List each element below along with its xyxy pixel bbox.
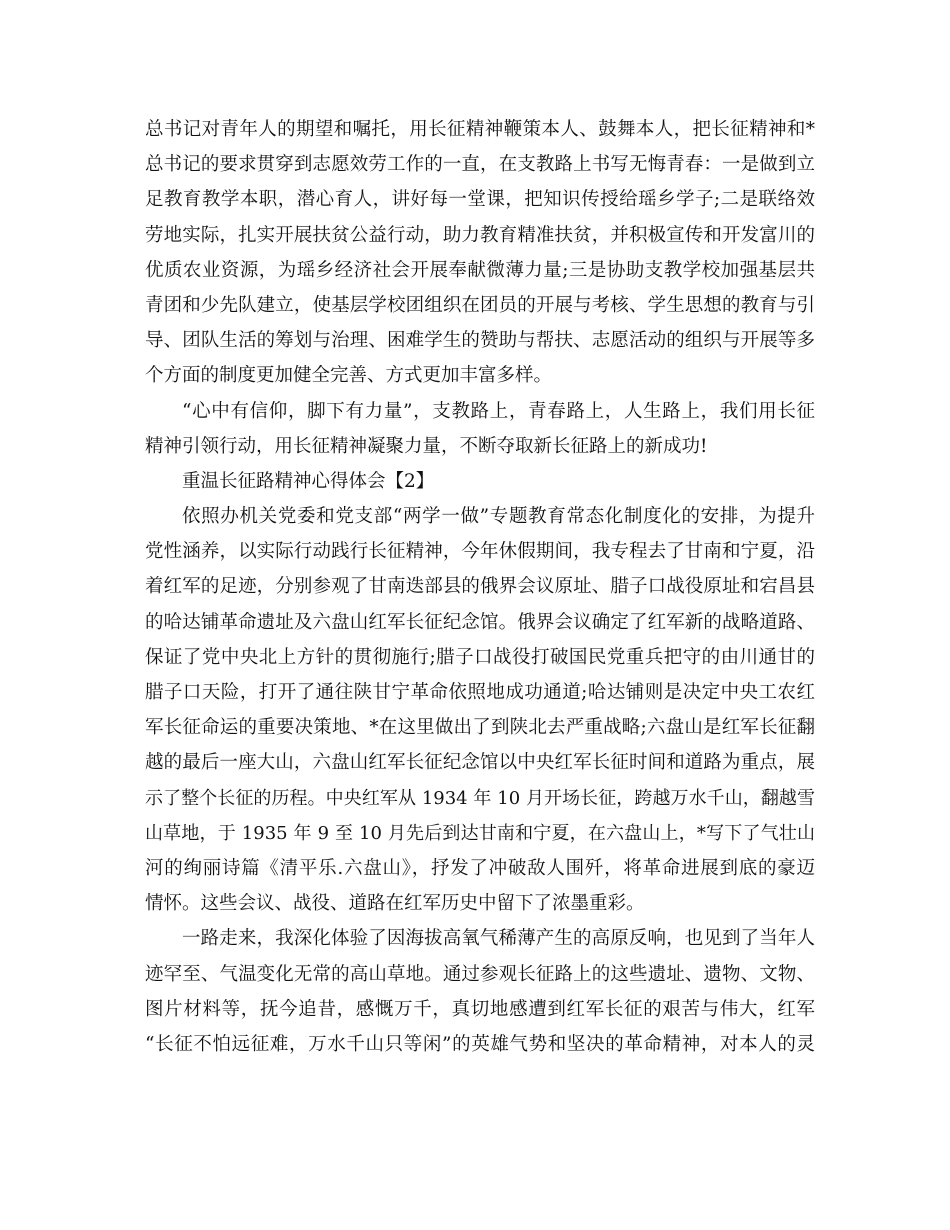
text-line: 山草地，于 1935 年 9 至 10 月先后到达甘南和宁夏，在六盘山上，*写下了气壮山 [145,822,815,844]
text-line: 示了整个长征的历程。中央红军从 1934 年 10 月开场长征，跨越万水千山，翻越雪 [145,787,815,809]
text-line: 的哈达铺革命遗址及六盘山红军长征纪念馆。俄界会议确定了红军新的战略道路、 [145,611,815,633]
text-line: 越的最后一座大山，六盘山红军长征纪念馆以中央红军长征时间和道路为重点，展 [145,752,815,774]
text-line: 迹罕至、气温变化无常的高山草地。通过参观长征路上的这些遗址、遗物、文物、 [145,963,815,985]
section-heading: 重温长征路精神心得体会【2】 [182,470,435,492]
text-line: 个方面的制度更加健全完善、方式更加丰富多样。 [145,365,553,387]
text-line: 党性涵养，以实际行动践行长征精神，今年休假期间，我专程去了甘南和宁夏，沿 [145,541,815,563]
document-body [145,112,815,1062]
text-line: 依照办机关党委和党支部“两学一做”专题教育常态化制度化的安排，为提升 [182,506,815,528]
text-line: 总书记的要求贯穿到志愿效劳工作的一直，在支教路上书写无悔青春：一是做到立 [145,154,815,176]
text-line: 劳地实际，扎实开展扶贫公益行动，助力教育精准扶贫，并积极宣传和开发富川的 [145,224,815,246]
text-line: “长征不怕远征难，万水千山只等闲”的英雄气势和坚决的革命精神，对本人的灵 [145,1033,815,1055]
text-line: 导、团队生活的筹划与治理、困难学生的赞助与帮扶、志愿活动的组织与开展等多 [145,330,815,352]
text-line: 优质农业资源，为瑶乡经济社会开展奉献微薄力量;三是协助支教学校加强基层共 [145,259,815,281]
text-line: 着红军的足迹，分别参观了甘南迭部县的俄界会议原址、腊子口战役原址和宕昌县 [145,576,815,598]
text-line: 保证了党中央北上方针的贯彻施行;腊子口战役打破国民党重兵把守的由川通甘的 [145,646,815,668]
text-line: 总书记对青年人的期望和嘱托，用长征精神鞭策本人、鼓舞本人，把长征精神和* [145,119,815,140]
text-line: 一路走来，我深化体验了因海拔高氧气稀薄产生的高原反响，也见到了当年人 [182,928,815,950]
text-line: 腊子口天险，打开了通往陕甘宁革命依照地成功通道;哈达铺则是决定中央工农红 [145,682,815,703]
text-line: 河的绚丽诗篇《清平乐.六盘山》，抒发了冲破敌人围歼，将革命进展到底的豪迈 [145,857,815,879]
text-line: “心中有信仰，脚下有力量”，支教路上，青春路上，人生路上，我们用长征 [182,400,815,422]
text-line: 图片材料等，抚今追昔，感慨万千，真切地感遭到红军长征的艰苦与伟大，红军 [145,998,815,1020]
text-line: 情怀。这些会议、战役、道路在红军历史中留下了浓墨重彩。 [145,893,645,915]
text-line: 青团和少先队建立，使基层学校团组织在团员的开展与考核、学生思想的教育与引 [145,294,815,316]
text-line: 精神引领行动，用长征精神凝聚力量，不断夺取新长征路上的新成功! [145,435,708,457]
text-line: 足教育教学本职，潜心育人，讲好每一堂课，把知识传授给瑶乡学子;二是联络效 [145,189,815,211]
text-line: 军长征命运的重要决策地、*在这里做出了到陕北去严重战略;六盘山是红军长征翻 [145,717,815,739]
